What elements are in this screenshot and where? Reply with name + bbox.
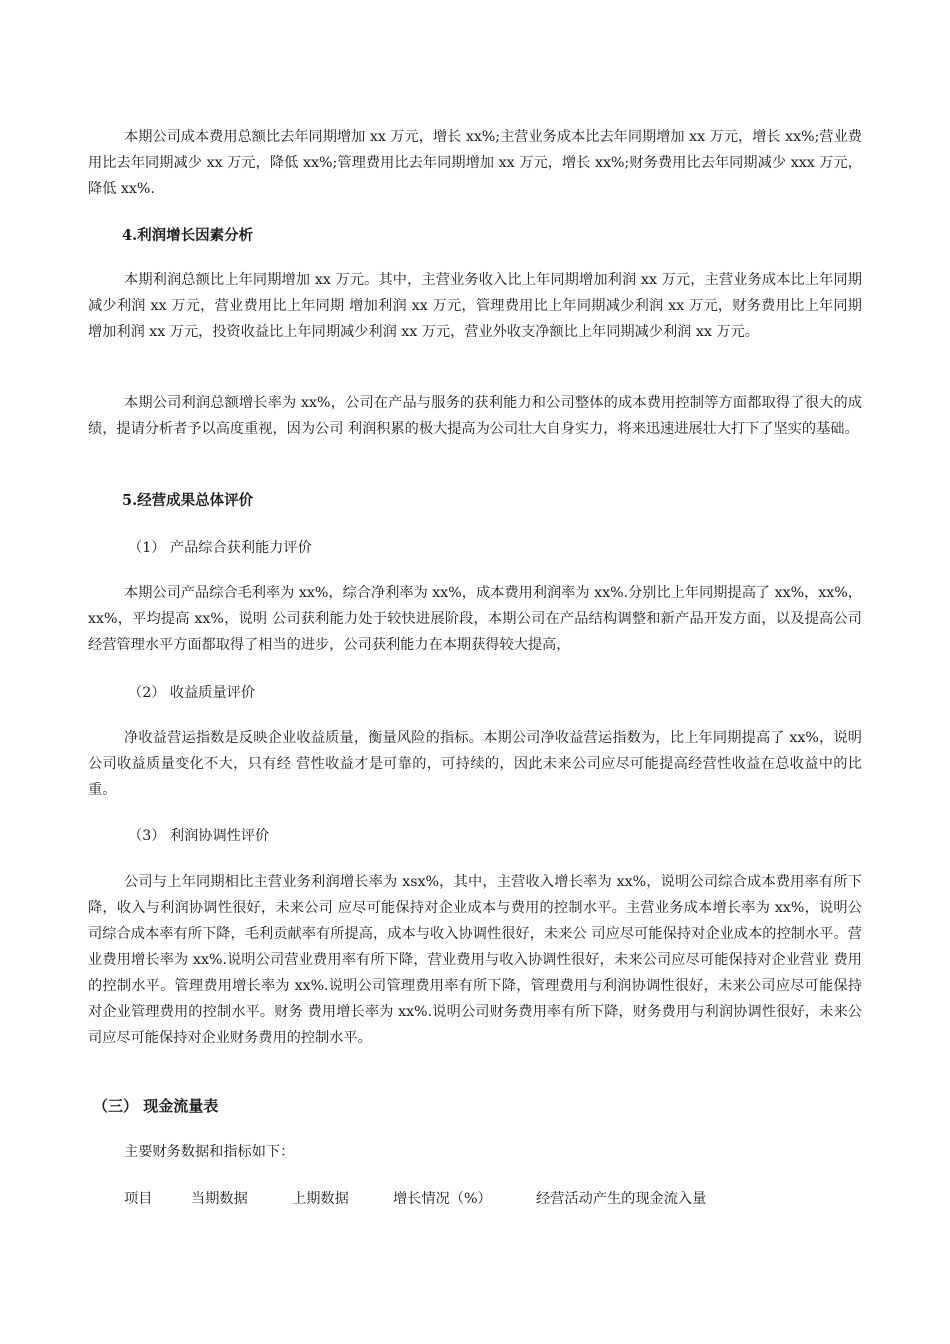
earnings-quality-paragraph: 净收益营运指数是反映企业收益质量，衡量风险的指标。本期公司净收益营运指数为，比上年同期提高了 xx%，说明公司收益质量变化不大，只有经 营性收益才是可靠的，可持续的，因此未来公司应尽可能提高经营性收益在总收益中的比重。: [88, 730, 862, 798]
profitability-paragraph: 本期公司产品综合毛利率为 xx%，综合净利率为 xx%，成本费用利润率为 xx%.分别比上年同期提高了 xx%，xx%，xx%，平均提高 xx%，说明 公司获利能力处于较快进展阶段，本期公司在产品结构调整和新产品开发方面，以及提高公司经营管理水平方面都取得了相当的进步，公司获利能力在本期获得较大提高，: [88, 585, 862, 653]
profit-factors-paragraph: 本期利润总额比上年同期增加 xx 万元。其中，主营业务收入比上年同期增加利润 xx 万元，主营业务成本比上年同期减少利润 xx 万元，营业费用比上年同期 增加利润 xx 万元，管理费用比上年同期减少利润 xx 万元，财务费用比上年同期增加利润 xx 万元，投资收益比上年同期减少利润 xx 万元，营业外收支净额比上年同期减少利润 xx 万元。: [88, 272, 862, 340]
table-header-row: [0, 1188, 950, 1210]
subheading-earnings-quality: （2） 收益质量评价: [128, 685, 256, 701]
section-heading-cash-flow: （三） 现金流量表: [93, 1097, 219, 1115]
column-header-current: 当期数据: [191, 1191, 248, 1207]
column-header-growth: 增长情况（%）: [393, 1191, 492, 1207]
profit-growth-paragraph: 本期公司利润总额增长率为 xx%，公司在产品与服务的获利能力和公司整体的成本费用控制等方面都取得了很大的成绩，提请分析者予以高度重视，因为公司 利润积累的极大提高为公司壮大自身实力，将来迅速进展壮大打下了坚实的基础。: [88, 395, 862, 437]
coordination-paragraph: 公司与上年同期相比主营业务利润增长率为 xsx%，其中，主营收入增长率为 xx%，说明公司综合成本费用率有所下降，收入与利润协调性很好，未来公司 应尽可能保持对企业成本与费用的控制水平。主营业务成本增长率为 xx%，说明公司综合成本率有所下降，毛利贡献率有所提高，成本与收入协调性很好，未来公 司应尽可能保持对企业成本的控制水平。营业费用增长率为 xx%.说明公司营业费用率有所下降，营业费用与收入协调性很好，未来公司应尽可能保持对企业营业 费用的控制水平。管理费用增长率为 xx%.说明公司管理费用率有所下降，管理费用与利润协调性很好，未来公司应尽可能保持对企业管理费用的控制水平。财务 费用增长率为 xx%.说明公司财务费用率有所下降，财务费用与利润协调性很好，未来公司应尽可能保持对企业财务费用的控制水平。: [88, 874, 862, 1046]
heading-profit-growth-factors: 4.利润增长因素分析: [122, 227, 254, 244]
subheading-profitability: （1） 产品综合获利能力评价: [128, 540, 312, 556]
cost-expense-paragraph: 本期公司成本费用总额比去年同期增加 xx 万元，增长 xx%;主营业务成本比去年同期增加 xx 万元，增长 xx%;营业费用比去年同期减少 xx 万元，降低 xx%;管理费用比去年同期增加 xx 万元，增长 xx%;财务费用比去年同期减少 xxx 万元，降低 xx%.: [88, 129, 862, 197]
main-data-intro: 主要财务数据和指标如下：: [124, 1144, 295, 1160]
column-header-item: 项目: [124, 1191, 153, 1207]
column-header-cash-inflow: 经营活动产生的现金流入量: [536, 1191, 707, 1207]
column-header-previous: 上期数据: [292, 1191, 349, 1207]
subheading-profit-coordination: （3） 利润协调性评价: [128, 828, 270, 844]
heading-overall-evaluation: 5.经营成果总体评价: [122, 492, 254, 509]
